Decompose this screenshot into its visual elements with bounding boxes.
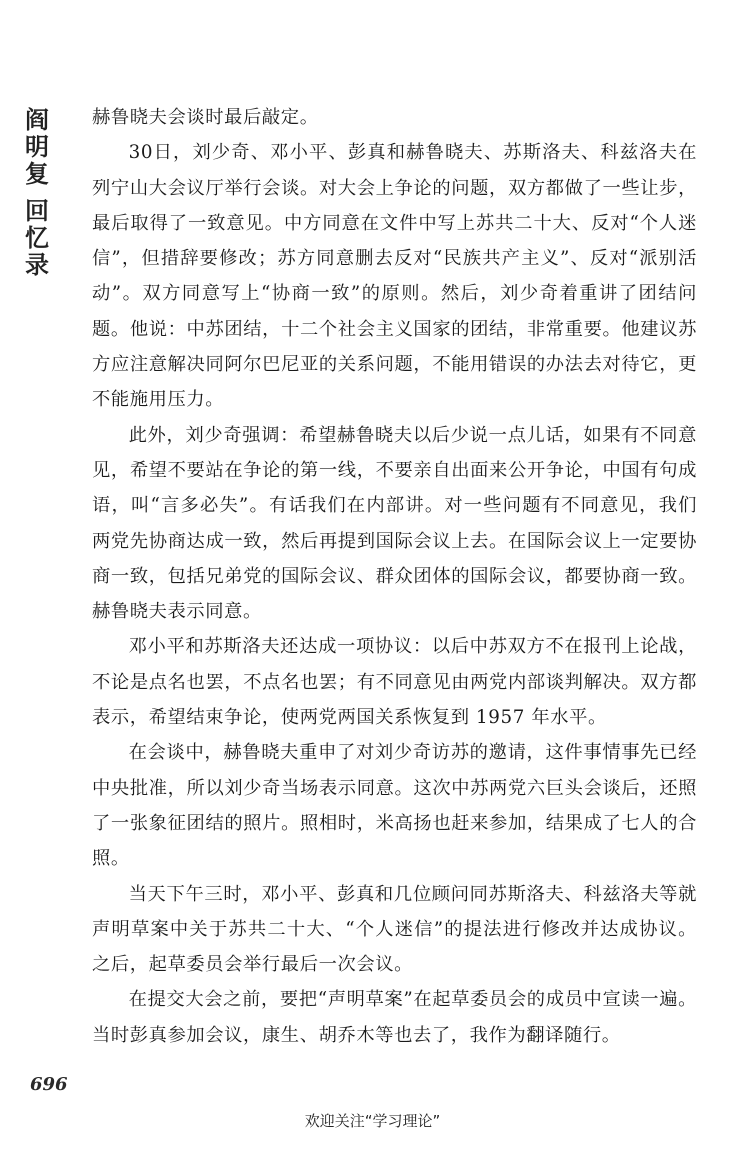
side-title-char: 忆: [25, 223, 49, 252]
paragraph: 30日，刘少奇、邓小平、彭真和赫鲁晓夫、苏斯洛夫、科兹洛夫在列宁山大会议厅举行会谈。对大会上争论的问题，双方都做了一些让步，最后取得了一致意见。中方同意在文件中写上苏共二十大、反对“个人迷信”，但措辞要修改；苏方同意删去反对“民族共产主义”、反对“派别活动”。双方同意写上“协商一致”的原则。然后，刘少奇着重讲了团结问题。他说：中苏团结，十二个社会主义国家的团结，非常重要。他建议苏方应注意解决同阿尔巴尼亚的关系问题，不能用错误的办法去对待它，更不能施用压力。: [92, 142, 697, 411]
side-title-char: 阎: [25, 105, 49, 134]
side-title-char: 录: [25, 250, 49, 279]
book-side-title: [22, 106, 52, 278]
paragraph: 此外，刘少奇强调：希望赫鲁晓夫以后少说一点儿话，如果有不同意见，希望不要站在争论的第一线，不要亲自出面来公开争论，中国有句成语，叫“言多必失”。有话我们在内部讲。对一些问题有不同意见，我们两党先协商达成一致，然后再提到国际会议上去。在国际会议上一定要协商一致，包括兄弟党的国际会议、群众团体的国际会议，都要协商一致。赫鲁晓夫表示同意。: [92, 424, 697, 623]
side-title-char: 复: [25, 159, 49, 188]
side-title-char: 回: [25, 196, 49, 225]
footer-note: 欢迎关注“学习理论”: [304, 1112, 441, 1130]
paragraph: 赫鲁晓夫会谈时最后敲定。: [92, 107, 319, 128]
page-number: 696: [30, 1074, 68, 1095]
paragraph: 邓小平和苏斯洛夫还达成一项协议：以后中苏双方不在报刊上论战，不论是点名也罢，不点名也罢；有不同意见由两党内部谈判解决。双方都表示，希望结束争论，使两党两国关系恢复到 1957 年水平。: [92, 636, 697, 729]
side-title-char: 明: [25, 132, 49, 161]
page-body-text: [92, 100, 697, 1053]
paragraph: 在提交大会之前，要把“声明草案”在起草委员会的成员中宣读一遍。当时彭真参加会议，康生、胡乔木等也去了，我作为翻译随行。: [92, 989, 697, 1046]
paragraph: 当天下午三时，邓小平、彭真和几位顾问同苏斯洛夫、科兹洛夫等就声明草案中关于苏共二十大、“个人迷信”的提法进行修改并达成协议。之后，起草委员会举行最后一次会议。: [92, 883, 697, 976]
paragraph: 在会谈中，赫鲁晓夫重申了对刘少奇访苏的邀请，这件事情事先已经中央批准，所以刘少奇当场表示同意。这次中苏两党六巨头会谈后，还照了一张象征团结的照片。照相时，米高扬也赶来参加，结果成了七人的合照。: [92, 742, 697, 870]
